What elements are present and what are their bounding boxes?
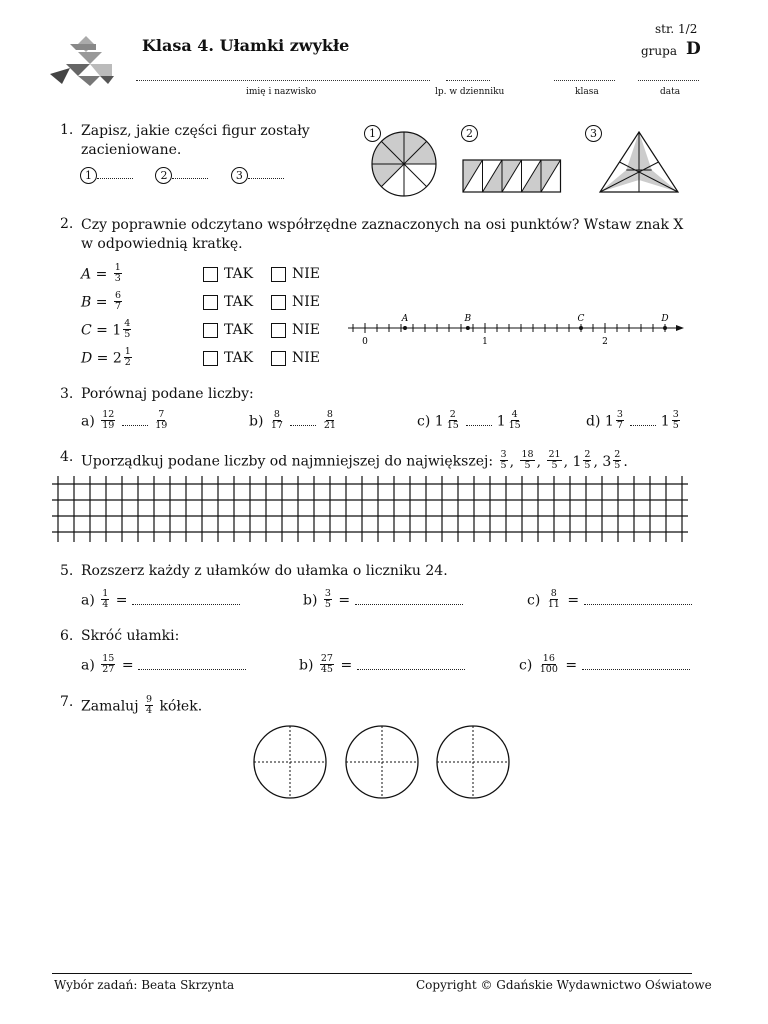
q2-yes-label: TAK bbox=[224, 322, 254, 338]
q4-number-3-whole: 1 bbox=[572, 453, 582, 470]
q3-left-number bbox=[270, 410, 284, 431]
q2-no-label: NIE bbox=[292, 294, 320, 310]
page-number: str. 1/2 bbox=[655, 22, 698, 36]
q2-no-checkbox[interactable] bbox=[271, 295, 286, 310]
q4-number-2 bbox=[547, 450, 561, 471]
q4-number-1-denominator: 5 bbox=[524, 460, 531, 471]
q2-yes-checkbox[interactable] bbox=[203, 267, 218, 282]
q2-yes-checkbox[interactable] bbox=[203, 295, 218, 310]
q3-right-number-denominator: 15 bbox=[508, 420, 521, 431]
q1-answer-2[interactable] bbox=[172, 166, 208, 179]
q6-item-2 bbox=[519, 655, 690, 676]
q3-right-number bbox=[154, 410, 168, 431]
circle-3 bbox=[437, 726, 509, 798]
q6-fraction bbox=[320, 654, 334, 675]
footer-author: Wybór zadań: Beata Skrzynta bbox=[54, 978, 235, 992]
q5-answer-blank[interactable] bbox=[132, 592, 240, 605]
q3-right-number-numerator: 3 bbox=[672, 409, 679, 420]
axis-point-label-D: D bbox=[661, 314, 669, 324]
q2-no-option[interactable] bbox=[271, 266, 320, 282]
q6-fraction-numerator: 27 bbox=[320, 653, 333, 664]
q3-left-number bbox=[101, 410, 115, 431]
q3-compare-blank[interactable] bbox=[630, 413, 656, 426]
q7-text-before: Zamaluj bbox=[81, 698, 139, 715]
axis-tick-label: 1 bbox=[482, 337, 488, 347]
q2-var: A bbox=[81, 266, 92, 283]
q2-whole: 2 bbox=[112, 350, 122, 367]
q3-item-0 bbox=[81, 411, 170, 432]
class-field-label: klasa bbox=[575, 87, 599, 97]
q6-fraction bbox=[101, 654, 115, 675]
q5-fraction-numerator: 1 bbox=[102, 588, 109, 599]
q2-var: C bbox=[81, 322, 92, 339]
q2-fraction-numerator: 1 bbox=[124, 346, 131, 357]
q2-no-label: NIE bbox=[292, 350, 320, 366]
q3-left-number-denominator: 19 bbox=[102, 420, 115, 431]
q3-label: c) bbox=[417, 413, 431, 430]
q3-right-number bbox=[672, 410, 680, 431]
q7-text bbox=[81, 696, 202, 717]
q7-text-after: kółek. bbox=[159, 698, 203, 715]
q3-right-number bbox=[323, 410, 337, 431]
q5-fraction-denominator: 11 bbox=[547, 599, 560, 610]
q5-label: a) bbox=[81, 592, 95, 609]
q5-equals: = bbox=[338, 592, 351, 609]
q5-item-0 bbox=[81, 590, 240, 611]
q5-fraction-denominator: 5 bbox=[324, 599, 331, 610]
q2-yes-option[interactable] bbox=[203, 350, 253, 366]
q3-left-number bbox=[616, 410, 624, 431]
q5-fraction bbox=[547, 589, 561, 610]
axis-tick-label: 2 bbox=[602, 337, 608, 347]
publisher-logo bbox=[48, 30, 118, 88]
footer-copyright: Copyright © Gdańskie Wydawnictwo Oświatowe bbox=[416, 978, 712, 992]
q3-left-number-numerator: 2 bbox=[449, 409, 456, 420]
q3-right-number bbox=[508, 410, 522, 431]
q3-compare-blank[interactable] bbox=[122, 413, 148, 426]
q2-yes-label: TAK bbox=[224, 294, 254, 310]
q1-number: 1. bbox=[60, 122, 74, 138]
q2-fraction bbox=[114, 291, 122, 312]
date-field-label: data bbox=[660, 87, 681, 97]
q3-right-number-numerator: 8 bbox=[326, 409, 333, 420]
q2-fraction bbox=[114, 263, 122, 284]
q4-line bbox=[81, 451, 628, 472]
q2-no-label: NIE bbox=[292, 322, 320, 338]
q2-fraction bbox=[123, 319, 131, 340]
q4-text: Uporządkuj podane liczby od najmniejszej do największej: bbox=[81, 453, 494, 470]
q2-no-checkbox[interactable] bbox=[271, 267, 286, 282]
q4-number-3 bbox=[583, 450, 591, 471]
figure-2-rectangle bbox=[461, 158, 563, 194]
q2-yes-checkbox[interactable] bbox=[203, 351, 218, 366]
q5-fraction-numerator: 3 bbox=[324, 588, 331, 599]
q7-denominator: 4 bbox=[145, 705, 153, 716]
q5-fraction-denominator: 4 bbox=[102, 599, 109, 610]
q4-number-4-denominator: 5 bbox=[614, 460, 621, 471]
q5-text: Rozszerz każdy z ułamków do ułamka o liczniku 24. bbox=[81, 563, 448, 579]
q6-equals: = bbox=[121, 657, 134, 674]
q2-no-option[interactable] bbox=[271, 350, 320, 366]
q6-label: b) bbox=[299, 657, 314, 674]
q3-left-number-whole: 1 bbox=[604, 413, 614, 430]
q3-label: d) bbox=[586, 413, 601, 430]
q4-number-3-denominator: 5 bbox=[584, 460, 591, 471]
group-value: D bbox=[686, 39, 701, 59]
q3-number: 3. bbox=[60, 386, 74, 402]
q2-no-checkbox[interactable] bbox=[271, 351, 286, 366]
q3-left-number-denominator: 17 bbox=[270, 420, 283, 431]
figure-2-marker: 2 bbox=[461, 125, 478, 142]
q6-fraction-denominator: 100 bbox=[539, 664, 558, 675]
q3-text: Porównaj podane liczby: bbox=[81, 386, 254, 402]
q2-fraction-numerator: 1 bbox=[114, 262, 121, 273]
q2-fraction-numerator: 4 bbox=[124, 318, 131, 329]
q3-left-number-numerator: 12 bbox=[102, 409, 115, 420]
q1-marker-1: 1 bbox=[80, 167, 97, 184]
answer-grid[interactable] bbox=[52, 476, 692, 546]
q6-item-1 bbox=[299, 655, 465, 676]
q1-marker-3: 3 bbox=[231, 167, 248, 184]
axis-tick-label: 0 bbox=[362, 337, 368, 347]
q3-left-number-denominator: 7 bbox=[616, 420, 623, 431]
class-field-line[interactable] bbox=[554, 80, 615, 81]
q2-text: Czy poprawnie odczytano współrzędne zaznaczonych na osi punktów? Wstaw znak X w odpowiednią kratkę. bbox=[81, 217, 684, 252]
q5-label: c) bbox=[527, 592, 541, 609]
q2-yes-label: TAK bbox=[224, 266, 254, 282]
q3-item-2 bbox=[417, 411, 524, 432]
q2-fraction-denominator: 7 bbox=[114, 301, 121, 312]
q4-number-0-numerator: 3 bbox=[500, 449, 507, 460]
axis-point-label-C: C bbox=[577, 314, 585, 324]
q5-item-2 bbox=[527, 590, 692, 611]
q2-fraction-denominator: 5 bbox=[124, 329, 131, 340]
axis-point-label-A: A bbox=[401, 314, 409, 324]
q3-item-3 bbox=[586, 411, 682, 432]
register-field-label: lp. w dzienniku bbox=[435, 87, 505, 97]
q5-fraction bbox=[101, 589, 109, 610]
q5-equals: = bbox=[115, 592, 128, 609]
number-line bbox=[340, 308, 688, 350]
q6-answer-blank[interactable] bbox=[138, 657, 246, 670]
q2-fraction-denominator: 3 bbox=[114, 273, 121, 284]
q2-no-label: NIE bbox=[292, 266, 320, 282]
q4-number-4-numerator: 2 bbox=[614, 449, 621, 460]
q4-number-4-whole: 3 bbox=[602, 453, 612, 470]
q3-item-1 bbox=[249, 411, 339, 432]
q4-number-1 bbox=[520, 450, 534, 471]
q7-numerator: 9 bbox=[145, 694, 153, 705]
q3-label: b) bbox=[249, 413, 264, 430]
q4-number-4 bbox=[613, 450, 621, 471]
axis-point-label-B: B bbox=[464, 314, 472, 324]
q5-equals: = bbox=[567, 592, 580, 609]
axis-point-B bbox=[466, 326, 470, 330]
q3-compare-blank[interactable] bbox=[290, 413, 316, 426]
q4-number-1-numerator: 18 bbox=[521, 449, 534, 460]
q3-right-number-numerator: 7 bbox=[158, 409, 165, 420]
q3-left-number-denominator: 15 bbox=[446, 420, 459, 431]
q6-equals: = bbox=[565, 657, 578, 674]
q3-left-number-numerator: 3 bbox=[616, 409, 623, 420]
q4-number-2-numerator: 21 bbox=[548, 449, 561, 460]
q2-item-B: B = $\frac{6}{7}$ bbox=[81, 290, 121, 312]
date-field-line[interactable] bbox=[638, 80, 699, 81]
q3-right-number-denominator: 19 bbox=[155, 420, 168, 431]
q3-right-number-denominator: 21 bbox=[323, 420, 336, 431]
q3-left-number-whole: 1 bbox=[434, 413, 444, 430]
q1-answer-1[interactable] bbox=[97, 166, 133, 179]
footer-rule bbox=[52, 973, 692, 974]
q4-numbers: $\frac{3}{5}$ , $\frac{18}{5}$ , $\frac{21}{5}$ , 1 $\frac{2}{5}$ , 3 $\frac{2}{5}$ . bbox=[500, 449, 628, 471]
q3-label: a) bbox=[81, 413, 95, 430]
q3-right-number-denominator: 5 bbox=[672, 420, 679, 431]
q2-var: D bbox=[81, 350, 93, 367]
q6-item-0 bbox=[81, 655, 246, 676]
q6-fraction-denominator: 45 bbox=[320, 664, 333, 675]
q2-item-A: A = $\frac{1}{3}$ bbox=[81, 262, 121, 284]
q3-right-number-whole: 1 bbox=[660, 413, 670, 430]
q4-number-0-denominator: 5 bbox=[500, 460, 507, 471]
q6-equals: = bbox=[340, 657, 353, 674]
figure-3-triangle bbox=[598, 128, 680, 194]
q2-no-checkbox[interactable] bbox=[271, 323, 286, 338]
q1-marker-2: 2 bbox=[155, 167, 172, 184]
register-field-line[interactable] bbox=[446, 80, 490, 81]
q2-yes-option[interactable] bbox=[203, 294, 253, 310]
q5-answer-blank[interactable] bbox=[355, 592, 463, 605]
q1-answer-3[interactable] bbox=[248, 166, 284, 179]
q5-fraction-numerator: 8 bbox=[550, 588, 557, 599]
axis-point-C bbox=[579, 326, 583, 330]
axis-point-D bbox=[663, 326, 667, 330]
q2-whole: 1 bbox=[112, 322, 122, 339]
name-field-label: imię i nazwisko bbox=[246, 87, 317, 97]
q2-number: 2. bbox=[60, 216, 74, 232]
figure-3-marker: 3 bbox=[585, 125, 602, 142]
q2-no-option[interactable] bbox=[271, 294, 320, 310]
q6-text: Skróć ułamki: bbox=[81, 628, 180, 644]
q2-fraction-denominator: 2 bbox=[124, 357, 131, 368]
q6-fraction-denominator: 27 bbox=[102, 664, 115, 675]
q7-fraction bbox=[145, 695, 153, 716]
q1-text: Zapisz, jakie części figur zostały zacieniowane. bbox=[81, 123, 310, 158]
q3-right-number-numerator: 4 bbox=[511, 409, 518, 420]
name-field-line[interactable] bbox=[136, 80, 430, 81]
q3-compare-blank[interactable] bbox=[466, 413, 492, 426]
q2-fraction-numerator: 6 bbox=[114, 290, 121, 301]
q2-item-D: D = 2 $\frac{1}{2}$ bbox=[81, 346, 131, 368]
q6-number: 6. bbox=[60, 628, 74, 644]
q4-number: 4. bbox=[60, 449, 74, 465]
q6-answer-blank[interactable] bbox=[357, 657, 465, 670]
q6-label: a) bbox=[81, 657, 95, 674]
q5-fraction bbox=[324, 589, 332, 610]
axis-point-A bbox=[403, 326, 407, 330]
q3-right-number-whole: 1 bbox=[496, 413, 506, 430]
figure-1-marker: 1 bbox=[364, 125, 381, 142]
q4-number-2-denominator: 5 bbox=[551, 460, 558, 471]
q6-label: c) bbox=[519, 657, 533, 674]
q2-var: B bbox=[81, 294, 92, 311]
q2-yes-label: TAK bbox=[224, 350, 254, 366]
q6-answer-blank[interactable] bbox=[582, 657, 690, 670]
q2-yes-checkbox[interactable] bbox=[203, 323, 218, 338]
q5-number: 5. bbox=[60, 563, 74, 579]
q3-left-number bbox=[446, 410, 460, 431]
q4-number-0 bbox=[500, 450, 508, 471]
q5-answer-blank[interactable] bbox=[584, 592, 692, 605]
q2-no-option[interactable] bbox=[271, 322, 320, 338]
q2-fraction bbox=[124, 347, 132, 368]
circle-2 bbox=[346, 726, 418, 798]
q2-yes-option[interactable] bbox=[203, 322, 253, 338]
circle-1 bbox=[254, 726, 326, 798]
q6-fraction bbox=[539, 654, 559, 675]
axis-arrow bbox=[676, 325, 684, 331]
group-label: grupa bbox=[641, 44, 677, 58]
q6-fraction-numerator: 16 bbox=[542, 653, 555, 664]
q7-number: 7. bbox=[60, 694, 74, 710]
q3-left-number-numerator: 8 bbox=[273, 409, 280, 420]
q2-item-C: C = 1 $\frac{4}{5}$ bbox=[81, 318, 131, 340]
q2-yes-option[interactable] bbox=[203, 266, 253, 282]
worksheet-title: Klasa 4. Ułamki zwykłe bbox=[142, 36, 350, 55]
q4-number-3-numerator: 2 bbox=[584, 449, 591, 460]
q5-label: b) bbox=[303, 592, 318, 609]
q5-item-1 bbox=[303, 590, 463, 611]
q6-fraction-numerator: 15 bbox=[102, 653, 115, 664]
figure-1-circle bbox=[368, 128, 440, 200]
q7-circles[interactable] bbox=[250, 724, 520, 804]
